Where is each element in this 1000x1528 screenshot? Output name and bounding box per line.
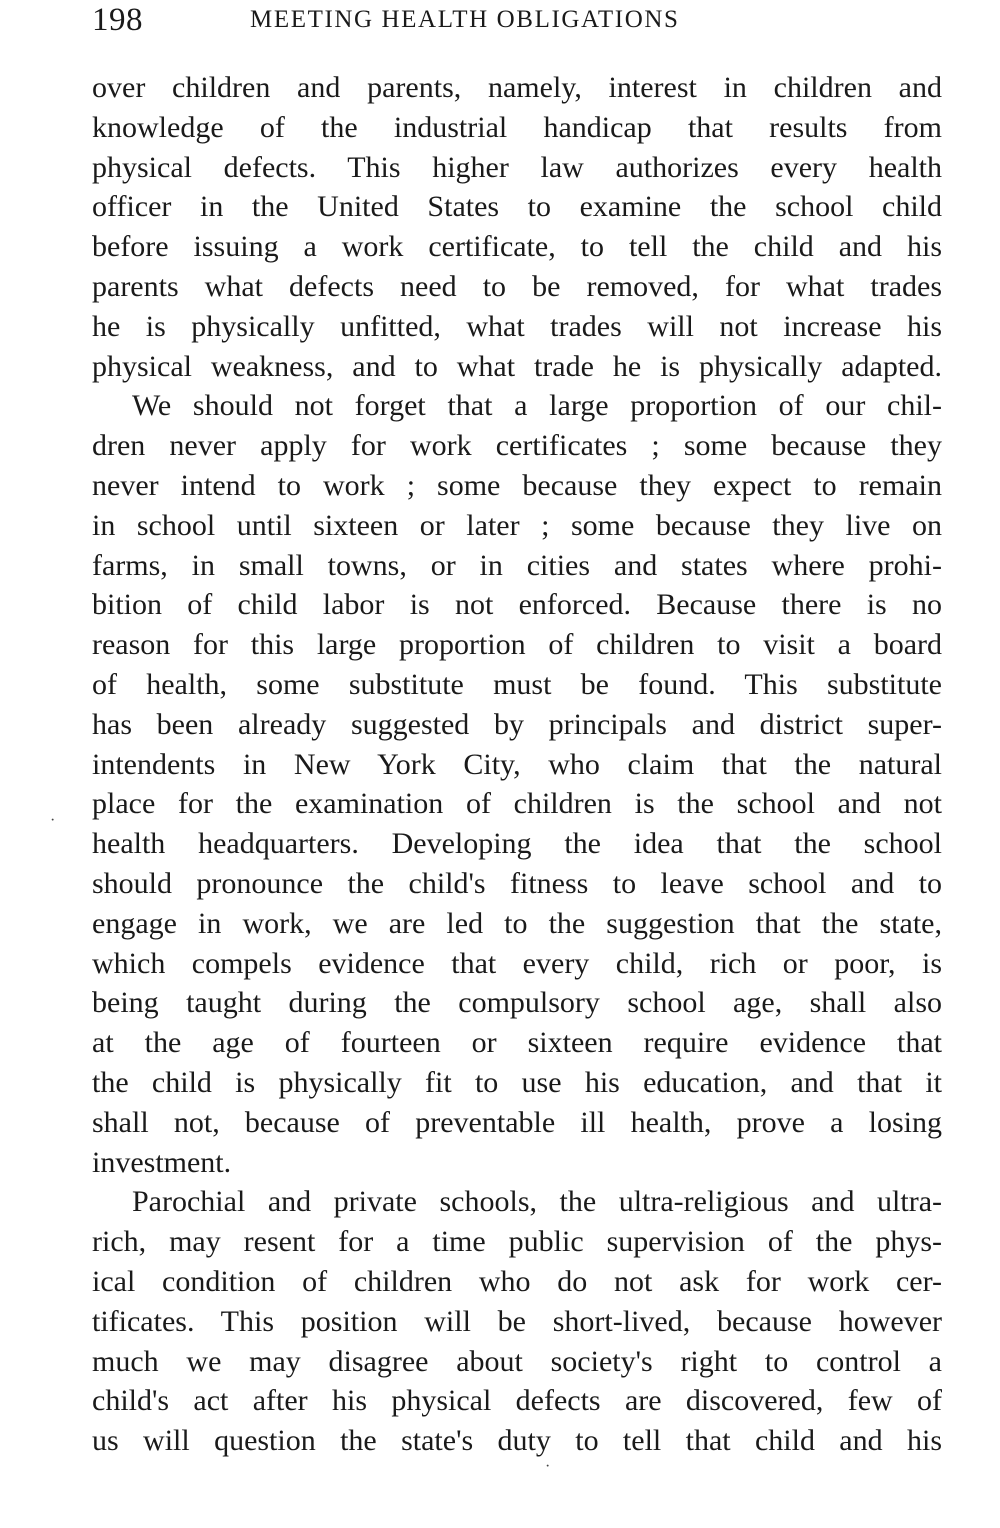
text-line: dren never apply for work certificates ; some because they (92, 429, 942, 463)
body-text (92, 68, 942, 1461)
text-line: rich, may resent for a time public supervision of the phys- (92, 1225, 942, 1259)
text-line: investment. (92, 1145, 232, 1179)
page-number: 198 (92, 2, 143, 38)
text-line: never intend to work ; some because they expect to remain (92, 468, 942, 502)
text-line: We should not forget that a large proportion of our chil- (132, 389, 942, 423)
text-line: over children and parents, namely, interest in children and (92, 71, 942, 104)
text-line: before issuing a work certificate, to tell the child and his (92, 230, 942, 264)
text-line: parents what defects need to be removed, for what trades (92, 269, 942, 303)
print-speck-mark: · (50, 812, 56, 829)
text-line: at the age of fourteen or sixteen require evidence that (92, 1026, 942, 1060)
text-line: farms, in small towns, or in cities and states where prohi- (92, 548, 942, 582)
text-line: the child is physically fit to use his education, and that it (92, 1065, 942, 1099)
text-line: should pronounce the child's fitness to leave school and to (92, 866, 942, 900)
text-line: engage in work, we are led to the suggestion that the state, (92, 906, 942, 940)
paragraph-3 (92, 1182, 942, 1461)
text-line: which compels evidence that every child, rich or poor, is (92, 946, 942, 980)
text-line: has been already suggested by principals and district super- (92, 707, 942, 741)
text-line: health headquarters. Developing the idea that the school (92, 827, 942, 861)
running-title: MEETING HEALTH OBLIGATIONS (250, 6, 680, 33)
paragraph-2 (92, 386, 942, 1182)
text-line: knowledge of the industrial handicap that results from (92, 110, 942, 144)
text-line: physical weakness, and to what trade he is physically adapted. (92, 349, 942, 383)
text-line: being taught during the compulsory school age, shall also (92, 986, 942, 1020)
text-line: tificates. This position will be short-lived, because however (92, 1304, 942, 1338)
text-line: reason for this large proportion of children to visit a board (92, 628, 942, 662)
page-header (92, 2, 972, 42)
text-line: officer in the United States to examine the school child (92, 190, 942, 224)
text-line: he is physically unfitted, what trades will not increase his (92, 309, 942, 343)
text-line: much we may disagree about society's right to control a (92, 1344, 942, 1378)
text-line: Parochial and private schools, the ultra-religious and ultra- (132, 1185, 942, 1219)
text-line: child's act after his physical defects are discovered, few of (92, 1384, 942, 1418)
text-line: place for the examination of children is the school and not (92, 787, 942, 821)
text-line: of health, some substitute must be found. This substitute (92, 667, 942, 701)
paragraph-1 (92, 68, 942, 386)
text-line: intendents in New York City, who claim that the natural (92, 747, 942, 781)
text-line: in school until sixteen or later ; some because they live on (92, 508, 942, 542)
text-line: shall not, because of preventable ill health, prove a losing (92, 1105, 942, 1139)
text-line: bition of child labor is not enforced. Because there is no (92, 588, 942, 622)
text-line: ical condition of children who do not ask for work cer- (92, 1264, 942, 1298)
text-line: physical defects. This higher law authorizes every health (92, 150, 942, 184)
print-speck-mark: · (545, 1458, 551, 1475)
text-line: us will question the state's duty to tell that child and his (92, 1424, 942, 1458)
